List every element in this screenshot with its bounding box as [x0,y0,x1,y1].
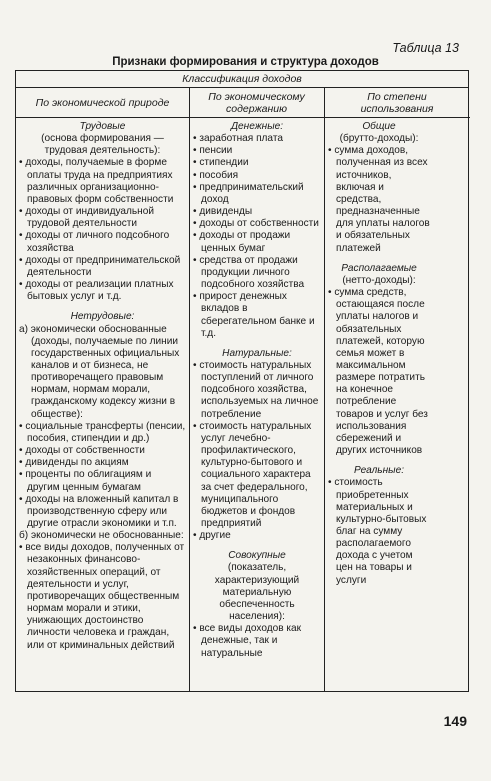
list-item: • предпринимательский доход [193,182,321,206]
real-heading: Реальные: [353,465,405,477]
classification-header: Классификация доходов [16,71,468,88]
gross-heading: Общие [362,121,396,132]
list-item: • заработная плата [193,133,321,145]
total-note: (показатель, характеризующий материальную обеспеченность населения): [214,562,300,623]
page-number: 149 [443,713,467,729]
col-header-label: По степени использования [360,90,434,115]
list-item: • прирост денежных вкладов в сберегательном банке и т.д. [193,291,321,340]
list-item: • стоимость приобретенных материальных и культурно-бытовых благ на сумму располагаемого дохода с учетом цен на товары и услуги [328,477,430,586]
list-item: • доходы от реализации платных бытовых услуг и т.д. [19,279,186,303]
labor-heading: Трудовые [79,121,126,132]
list-item: • сумма доходов, полученная из всех источников, включая и средства, предназначенные для уплаты налогов и обязательных платежей [328,145,430,254]
nonlabor-b: б) экономически не обоснованные: [19,530,184,542]
nonlabor-a: а) экономически обоснованные (доходы, получаемые по линии государственных официальных каналов и от бизнеса, не противоречащего правовым нормам, нормам морали, гражданскому кодексу жизни в обществе): [19,323,180,420]
list-item: • доходы от продажи ценных бумаг [193,230,321,254]
list-item: • стоимость натуральных поступлений от личного подсобного хозяйства, используемых на личное потребление [193,360,321,421]
list-item: • дивиденды по акциям [19,457,186,469]
list-item: • пособия [193,170,321,182]
disposable-heading: Располагаемые [341,262,417,274]
total-heading: Совокупные [228,550,286,562]
list-item: • доходы, получаемые в форме оплаты труда на предприятиях различных организационно-правовых форм собственности [19,157,186,206]
labor-note: (основа формирования — трудовая деятельность): [41,133,164,157]
column-economic-content [193,121,321,660]
table-number: Таблица 13 [392,41,459,55]
list-item: • все виды доходов как денежные, так и натуральные [193,623,321,659]
list-item: • проценты по облигациям и другим ценным бумагам [19,469,186,493]
column-economic-nature [19,121,186,652]
disposable-note: (нетто-доходы): [342,274,416,286]
list-item: • сумма средств, остающаяся после уплаты налогов и обязательных платежей, которую семья может в максимальном размере потратить на конечное потребление товаров и услуг без использования сбережений и других источников [328,287,430,457]
list-item: • все виды доходов, полученных от незаконных финансово-хозяйственных операций, от деятельности и услуг, противоречащих общественным нормам морали и этики, унижающих достоинство личности человека и граждан, или от криминальных действий [19,542,186,651]
col-header-label: По экономической природе [35,96,170,109]
gross-note: (брутто-доходы): [339,133,419,145]
income-table [15,70,469,692]
col-header-label: По экономическому содержанию [208,90,305,115]
table-title: Признаки формирования и структура доходов [112,56,379,68]
list-item: • доходы от собственности [193,218,321,230]
list-item: • доходы на вложенный капитал в производственную сферу или другие отрасли экономики и т.п. [19,494,186,530]
col-header-usage-degree [324,88,470,118]
list-item: • средства от продажи продукции личного подсобного хозяйства [193,255,321,291]
nonlabor-heading: Нетрудовые: [70,311,135,323]
list-item: • другие [193,530,321,542]
col-header-economic-nature [16,88,189,118]
list-item: • доходы от предпринимательской деятельности [19,255,186,279]
list-item: • дивиденды [193,206,321,218]
column-divider [324,88,325,691]
list-item: • стипендии [193,157,321,169]
col-header-economic-content [189,88,324,118]
list-item: • стоимость натуральных услуг лечебно-профилактического, культурно-бытового и социального характера за счет федерального, муниципального бюджетов и фондов предприятий [193,421,321,530]
list-item: • доходы от личного подсобного хозяйства [19,230,186,254]
list-item: • социальные трансферты (пенсии, пособия, стипендии и др.) [19,421,186,445]
column-divider [189,88,190,691]
column-usage-degree [328,121,430,587]
list-item: • пенсии [193,145,321,157]
money-heading: Денежные: [230,121,284,132]
list-item: • доходы от собственности [19,445,186,457]
list-item: • доходы от индивидуальной трудовой деятельности [19,206,186,230]
natural-heading: Натуральные: [222,347,292,359]
